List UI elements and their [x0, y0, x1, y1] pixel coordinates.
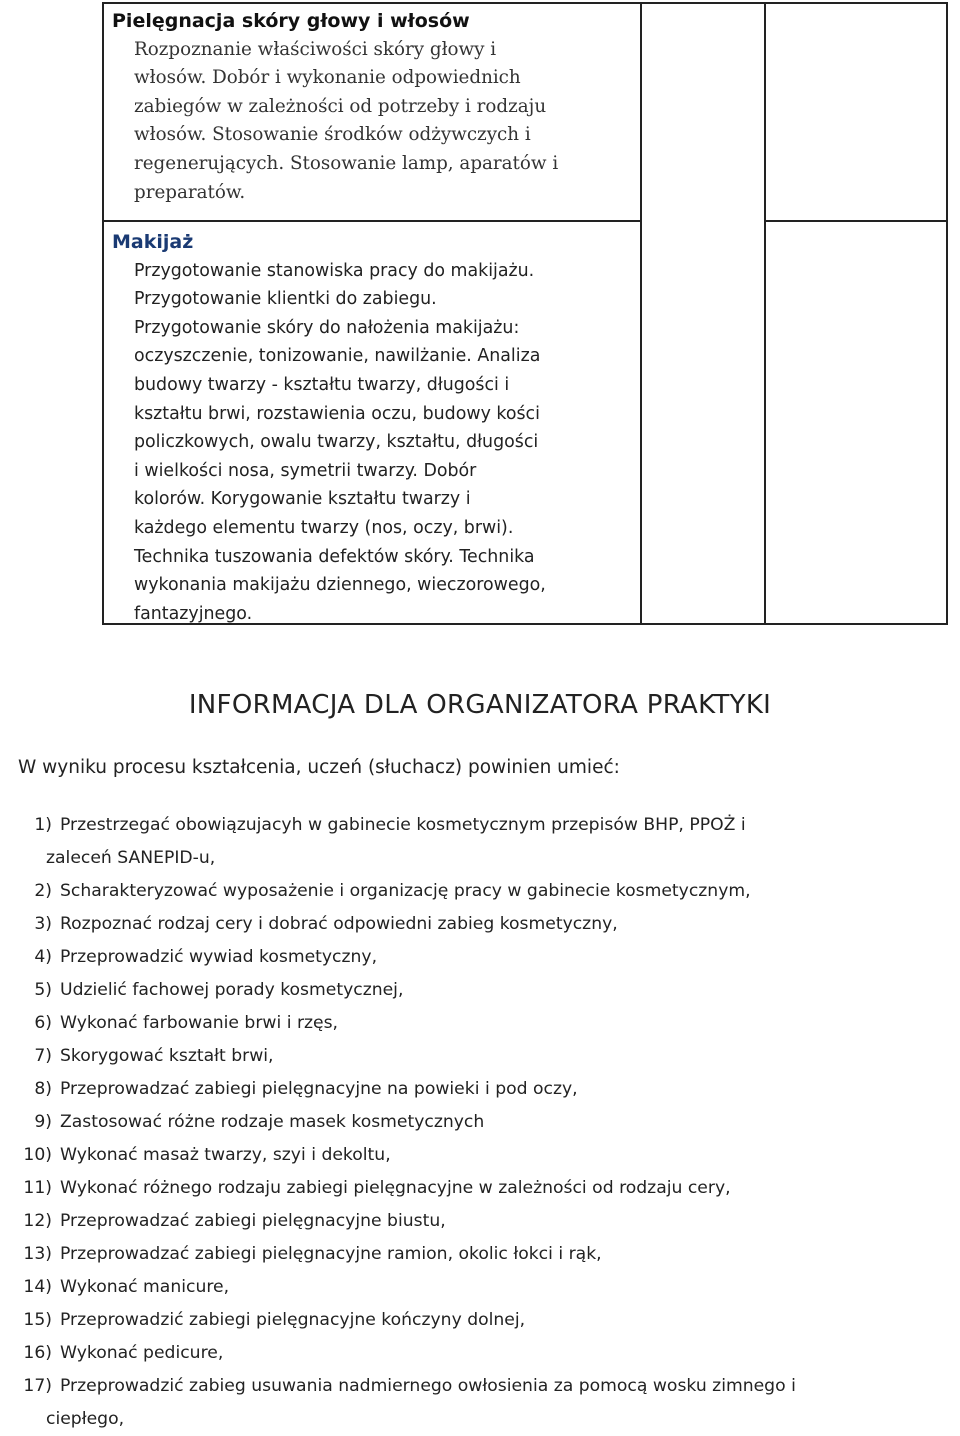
section-line: Technika tuszowania defektów skóry. Technika — [134, 546, 535, 567]
item-number: 8) — [34, 1079, 52, 1099]
list-item — [0, 1238, 960, 1271]
item-number: 2) — [34, 881, 52, 901]
column-divider — [764, 4, 766, 623]
list-item — [0, 1106, 960, 1139]
list-item — [0, 1370, 960, 1436]
item-text-continued: zaleceń SANEPID-u, — [46, 848, 216, 868]
item-text: Wykonać farbowanie brwi i rzęs, — [60, 1013, 339, 1033]
item-text-continued: ciepłego, — [46, 1409, 125, 1429]
section-line: regenerujących. Stosowanie lamp, aparatów i — [134, 152, 559, 174]
list-item — [0, 1337, 960, 1370]
item-text: Scharakteryzować wyposażenie i organizację pracy w gabinecie kosmetycznym, — [60, 881, 751, 901]
item-number: 6) — [34, 1013, 52, 1033]
item-text: Wykonać pedicure, — [60, 1343, 224, 1363]
section-line: każdego elementu twarzy (nos, oczy, brwi). — [134, 517, 514, 538]
item-text: Rozpoznać rodzaj cery i dobrać odpowiedni zabieg kosmetyczny, — [60, 914, 618, 934]
intro-text: W wyniku procesu kształcenia, uczeń (słuchacz) powinien umieć: — [18, 757, 620, 778]
section-line: kształtu brwi, rozstawienia oczu, budowy kości — [134, 403, 540, 424]
section-line: zabiegów w zależności od potrzeby i rodzaju — [134, 95, 547, 117]
list-item — [0, 1139, 960, 1172]
table-cell-hair-care — [112, 7, 632, 207]
item-number: 9) — [34, 1112, 52, 1132]
list-item — [0, 1040, 960, 1073]
table-cell-makeup — [112, 228, 632, 628]
section-line: Przygotowanie klientki do zabiegu. — [134, 289, 437, 310]
item-number: 15) — [23, 1310, 52, 1330]
section-line: preparatów. — [134, 181, 246, 203]
item-text: Przeprowadzić zabieg usuwania nadmiernego owłosienia za pomocą wosku zimnego i — [60, 1376, 796, 1396]
item-text: Przeprowadzać zabiegi pielęgnacyjne biustu, — [60, 1211, 446, 1231]
item-number: 17) — [23, 1376, 52, 1396]
section-line: włosów. Stosowanie środków odżywczych i — [134, 124, 531, 146]
section-line: budowy twarzy - kształtu twarzy, długości i — [134, 374, 510, 395]
info-title: INFORMACJA DLA ORGANIZATORA PRAKTYKI — [188, 690, 772, 720]
section-line: policzkowych, owalu twarzy, kształtu, długości — [134, 432, 539, 453]
item-text: Udzielić fachowej porady kosmetycznej, — [60, 980, 404, 1000]
item-text: Przeprowadzać zabiegi pielęgnacyjne ramion, okolic łokci i rąk, — [60, 1244, 602, 1264]
item-number: 10) — [23, 1145, 52, 1165]
item-number: 13) — [23, 1244, 52, 1264]
list-item — [0, 1007, 960, 1040]
row-divider — [104, 220, 640, 222]
list-item — [0, 1073, 960, 1106]
list-item — [0, 1304, 960, 1337]
section-line: i wielkości nosa, symetrii twarzy. Dobór — [134, 460, 477, 481]
item-number: 1) — [34, 815, 52, 835]
item-number: 5) — [34, 980, 52, 1000]
list-item — [0, 908, 960, 941]
item-number: 14) — [23, 1277, 52, 1297]
list-item — [0, 875, 960, 908]
column-divider — [640, 4, 642, 623]
item-text: Zastosować różne rodzaje masek kosmetycznych — [60, 1112, 485, 1132]
section-line: oczyszczenie, tonizowanie, nawilżanie. Analiza — [134, 346, 541, 367]
row-divider — [764, 220, 948, 222]
item-text: Przestrzegać obowiązujacyh w gabinecie kosmetycznym przepisów BHP, PPOŻ i — [60, 815, 746, 835]
item-text: Wykonać manicure, — [60, 1277, 230, 1297]
item-text: Skorygować kształt brwi, — [60, 1046, 274, 1066]
section-heading: Makijaż — [112, 231, 194, 253]
section-heading: Pielęgnacja skóry głowy i włosów — [112, 10, 470, 32]
item-number: 7) — [34, 1046, 52, 1066]
list-item — [0, 1271, 960, 1304]
skills-list — [0, 809, 960, 1436]
item-number: 4) — [34, 947, 52, 967]
list-item — [0, 1172, 960, 1205]
curriculum-table — [102, 2, 948, 625]
item-text: Wykonać masaż twarzy, szyi i dekoltu, — [60, 1145, 391, 1165]
item-number: 16) — [23, 1343, 52, 1363]
section-line: kolorów. Korygowanie kształtu twarzy i — [134, 489, 471, 510]
list-item — [0, 941, 960, 974]
item-text: Przeprowadzić wywiad kosmetyczny, — [60, 947, 378, 967]
list-item — [0, 974, 960, 1007]
list-item — [0, 809, 960, 875]
item-text: Wykonać różnego rodzaju zabiegi pielęgnacyjne w zależności od rodzaju cery, — [60, 1178, 731, 1198]
item-text: Przeprowadzać zabiegi pielęgnacyjne na powieki i pod oczy, — [60, 1079, 578, 1099]
item-number: 11) — [23, 1178, 52, 1198]
item-number: 3) — [34, 914, 52, 934]
section-line: Przygotowanie stanowiska pracy do makijażu. — [134, 260, 535, 281]
section-line: fantazyjnego. — [134, 603, 253, 624]
section-line: wykonania makijażu dziennego, wieczorowego, — [134, 575, 546, 596]
section-line: Przygotowanie skóry do nałożenia makijażu: — [134, 317, 520, 338]
list-item — [0, 1205, 960, 1238]
item-text: Przeprowadzić zabiegi pielęgnacyjne kończyny dolnej, — [60, 1310, 526, 1330]
section-line: Rozpoznanie właściwości skóry głowy i — [134, 38, 497, 60]
section-line: włosów. Dobór i wykonanie odpowiednich — [134, 67, 521, 89]
item-number: 12) — [23, 1211, 52, 1231]
